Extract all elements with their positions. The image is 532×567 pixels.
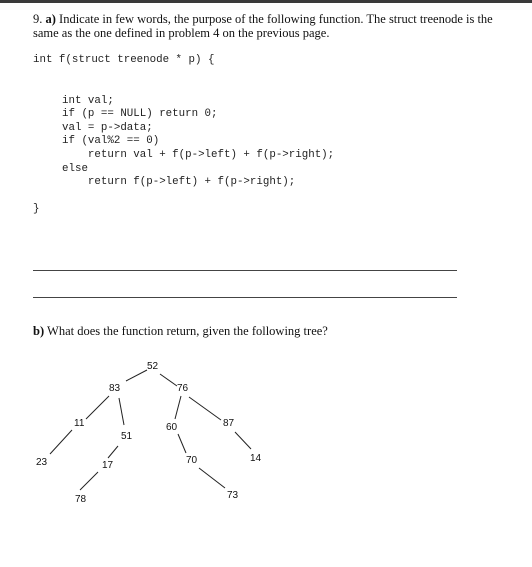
code-line-1: int val;	[62, 95, 114, 107]
node-14: 14	[250, 453, 262, 464]
node-78: 78	[75, 494, 87, 505]
edge-76-60	[175, 396, 181, 419]
part-a-prompt: Indicate in few words, the purpose of the following function. The struct treenode is the same as the one defined in problem 4 on the previous page.	[33, 12, 493, 40]
node-23: 23	[36, 457, 48, 468]
node-73: 73	[227, 490, 239, 501]
node-70: 70	[186, 455, 198, 466]
edge-60-70	[178, 434, 186, 453]
edge-83-11	[86, 396, 109, 419]
node-17: 17	[102, 460, 114, 471]
code-closing-brace: }	[33, 203, 40, 215]
node-51: 51	[121, 431, 133, 442]
edge-83-51	[119, 398, 124, 425]
edge-51-17	[108, 446, 118, 458]
edge-17-78	[80, 472, 98, 490]
code-line-3: val = p->data;	[62, 122, 153, 134]
node-11: 11	[74, 418, 85, 429]
edge-11-23	[50, 430, 72, 454]
node-87: 87	[223, 418, 235, 429]
code-line-2: if (p == NULL) return 0;	[62, 108, 218, 120]
edge-87-14	[235, 432, 251, 449]
question-number: 9.	[33, 12, 43, 26]
code-line-5: return val + f(p->left) + f(p->right);	[62, 149, 335, 161]
edge-52-83	[126, 370, 147, 381]
code-line-7: return f(p->left) + f(p->right);	[62, 176, 296, 188]
code-line-4: if (val%2 == 0)	[62, 135, 160, 147]
edge-70-73	[199, 468, 225, 488]
part-b-label: b)	[33, 324, 45, 338]
node-52: 52	[147, 361, 159, 372]
edge-52-76	[160, 374, 177, 386]
node-60: 60	[166, 422, 178, 433]
code-line-6: else	[62, 163, 88, 175]
edge-76-87	[189, 397, 221, 420]
part-b-prompt: What does the function return, given the following tree?	[47, 324, 328, 338]
node-83: 83	[109, 383, 121, 394]
part-a-label: a)	[45, 12, 56, 26]
code-signature: int f(struct treenode * p) {	[33, 54, 215, 66]
node-76: 76	[177, 383, 189, 394]
